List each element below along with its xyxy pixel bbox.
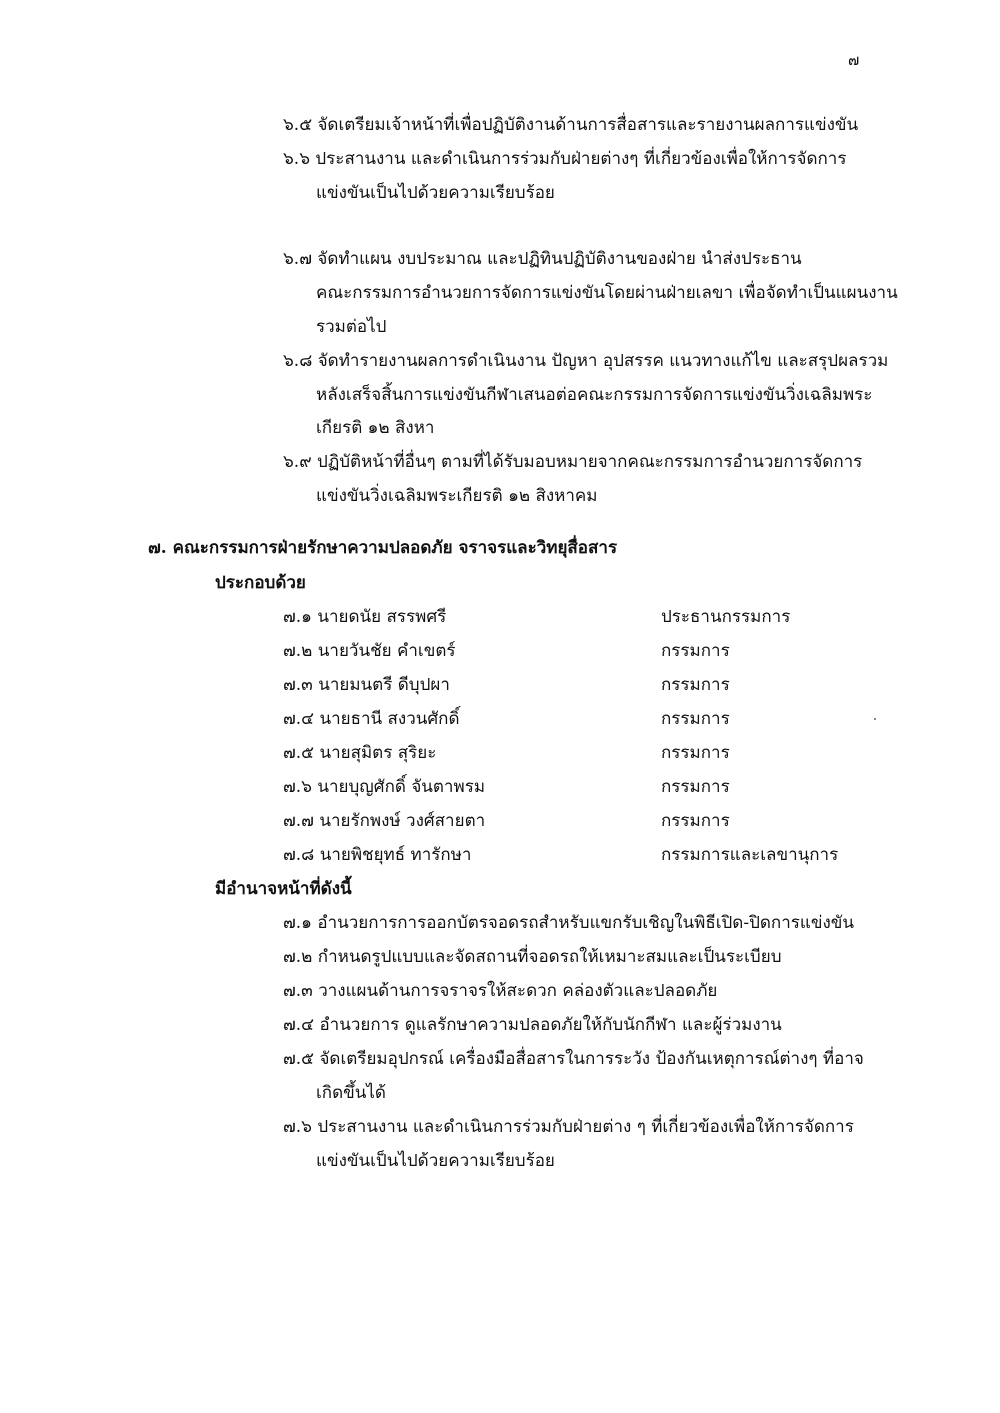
item-6-7: ๖.๗ จัดทำแผน งบประมาณ และปฏิทินปฏิบัติงานของฝ่าย นำส่งประธาน bbox=[283, 249, 802, 269]
page-number: ๗ bbox=[848, 51, 860, 69]
member-name: ๗.๗ นายรักพงษ์ วงศ์สายตา bbox=[283, 811, 486, 831]
duty-7-5: ๗.๕ จัดเตรียมอุปกรณ์ เครื่องมือสื่อสารในการระวัง ป้องกันเหตุการณ์ต่างๆ ที่อาจ bbox=[283, 1049, 864, 1069]
item-6-9: ๖.๙ ปฏิบัติหน้าที่อื่นๆ ตามที่ได้รับมอบหมายจากคณะกรรมการอำนวยการจัดการ bbox=[283, 452, 863, 472]
item-6-9-cont: แข่งขันวิ่งเฉลิมพระเกียรติ ๑๒ สิงหาคม bbox=[316, 486, 598, 506]
member-name: ๗.๔ นายธานี สงวนศักดิ์ bbox=[283, 709, 460, 729]
composed-of-label: ประกอบด้วย bbox=[215, 573, 306, 593]
duty-7-2: ๗.๒ กำหนดรูปแบบและจัดสถานที่จอดรถให้เหมาะสมและเป็นระเบียบ bbox=[283, 947, 782, 967]
stray-mark bbox=[874, 718, 876, 720]
duties-label: มีอำนาจหน้าที่ดังนี้ bbox=[215, 879, 352, 899]
member-role: กรรมการ bbox=[661, 777, 730, 797]
item-6-8-cont-2: เกียรติ ๑๒ สิงหา bbox=[316, 418, 435, 438]
item-6-7-cont-1: คณะกรรมการอำนวยการจัดการแข่งขันโดยผ่านฝ่ายเลขา เพื่อจัดทำเป็นแผนงาน bbox=[316, 283, 898, 303]
duty-7-4: ๗.๔ อำนวยการ ดูแลรักษาความปลอดภัยให้กับนักกีฬา และผู้ร่วมงาน bbox=[283, 1015, 782, 1035]
item-6-6-cont: แข่งขันเป็นไปด้วยความเรียบร้อย bbox=[316, 183, 555, 203]
item-6-8: ๖.๘ จัดทำรายงานผลการดำเนินงาน ปัญหา อุปสรรค แนวทางแก้ไข และสรุปผลรวม bbox=[283, 351, 889, 371]
member-role: กรรมการ bbox=[661, 743, 730, 763]
item-6-6: ๖.๖ ประสานงาน และดำเนินการร่วมกับฝ่ายต่างๆ ที่เกี่ยวข้องเพื่อให้การจัดการ bbox=[283, 149, 847, 169]
member-name: ๗.๒ นายวันชัย คำเขตร์ bbox=[283, 641, 456, 661]
member-role: กรรมการ bbox=[661, 641, 730, 661]
duty-7-1: ๗.๑ อำนวยการการออกบัตรจอดรถสำหรับแขกรับเชิญในพิธีเปิด-ปิดการแข่งขัน bbox=[283, 913, 855, 933]
duty-7-6: ๗.๖ ประสานงาน และดำเนินการร่วมกับฝ่ายต่าง ๆ ที่เกี่ยวข้องเพื่อให้การจัดการ bbox=[283, 1117, 854, 1137]
member-name: ๗.๖ นายบุญศักดิ์ จันตาพรม bbox=[283, 777, 486, 797]
member-name: ๗.๑ นายดนัย สรรพศรี bbox=[283, 607, 447, 627]
item-6-8-cont-1: หลังเสร็จสิ้นการแข่งขันกีฬาเสนอต่อคณะกรรมการจัดการแข่งขันวิ่งเฉลิมพระ bbox=[316, 385, 873, 405]
item-6-5: ๖.๕ จัดเตรียมเจ้าหน้าที่เพื่อปฏิบัติงานด้านการสื่อสารและรายงานผลการแข่งขัน bbox=[283, 115, 859, 135]
member-role: กรรมการ bbox=[661, 675, 730, 695]
member-role: กรรมการและเลขานุการ bbox=[661, 845, 839, 865]
duty-7-6-cont: แข่งขันเป็นไปด้วยความเรียบร้อย bbox=[316, 1151, 555, 1171]
item-6-7-cont-2: รวมต่อไป bbox=[316, 317, 387, 337]
section-7-heading: ๗. คณะกรรมการฝ่ายรักษาความปลอดภัย จราจรและวิทยุสื่อสาร bbox=[148, 538, 618, 558]
member-name: ๗.๕ นายสุมิตร สุริยะ bbox=[283, 743, 437, 763]
duty-7-5-cont: เกิดขึ้นได้ bbox=[316, 1083, 386, 1103]
member-name: ๗.๓ นายมนตรี ดีบุปผา bbox=[283, 675, 450, 695]
duty-7-3: ๗.๓ วางแผนด้านการจราจรให้สะดวก คล่องตัวและปลอดภัย bbox=[283, 981, 718, 1001]
member-role: กรรมการ bbox=[661, 811, 730, 831]
member-role: ประธานกรรมการ bbox=[661, 607, 791, 627]
member-role: กรรมการ bbox=[661, 709, 730, 729]
member-name: ๗.๘ นายพิชยุทธ์ ทารักษา bbox=[283, 845, 472, 865]
